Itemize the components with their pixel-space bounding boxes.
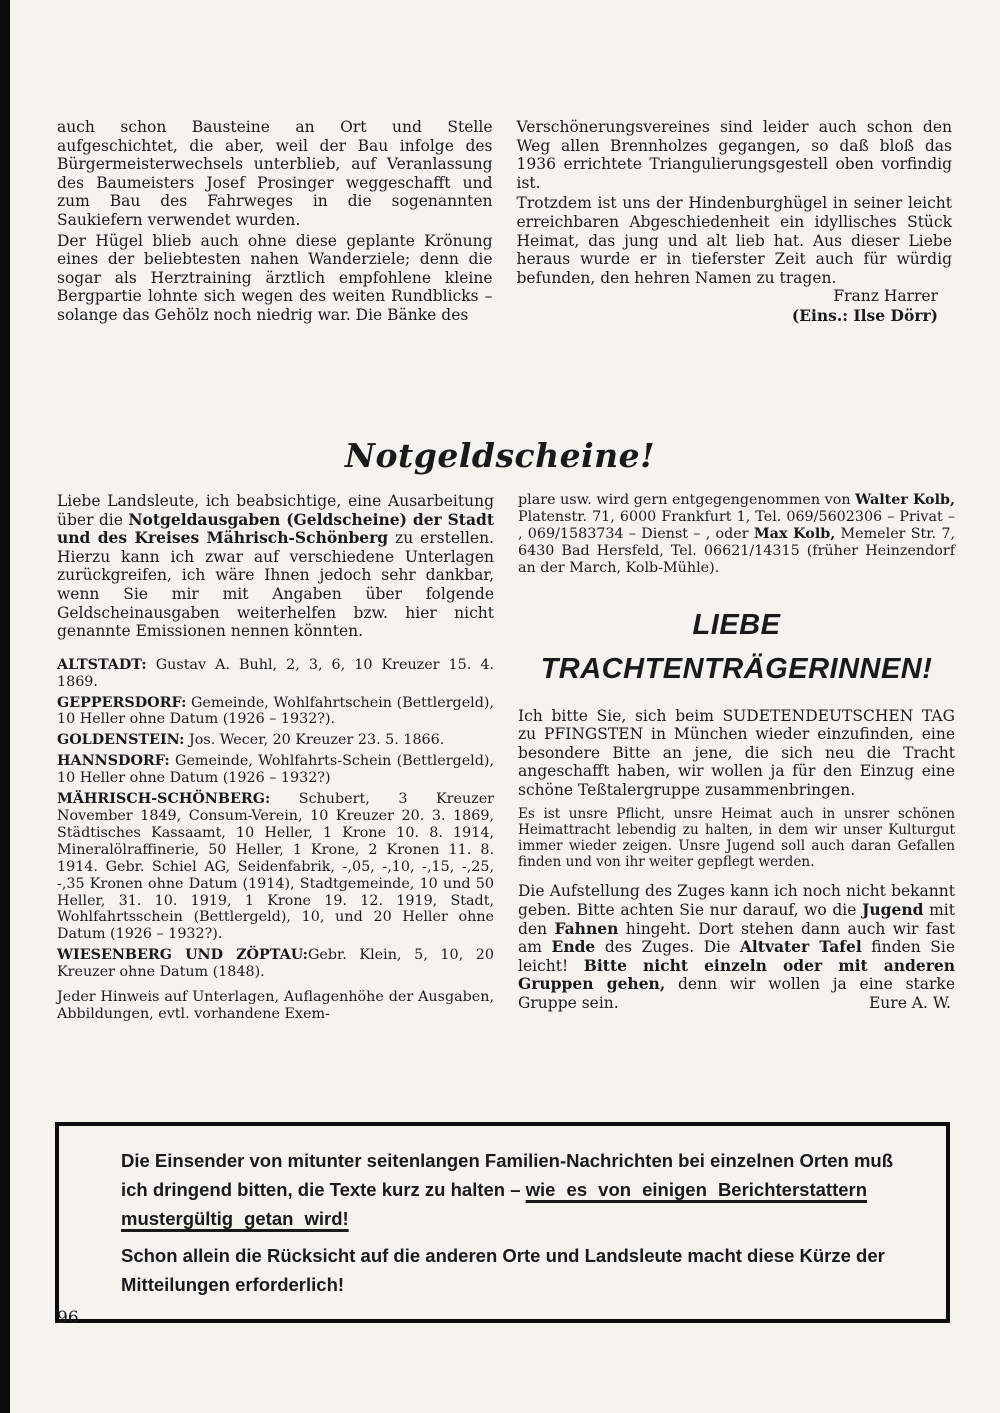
headline-line-2: TRACHTENTRÄGERINNEN!	[540, 652, 933, 685]
editor-notice-box	[55, 1122, 950, 1323]
notgeld-entry: WIESENBERG UND ZÖPTAU:Gebr. Klein, 5, 10, 20 Kreuzer ohne Datum (1848).	[57, 947, 494, 981]
tracht-signature: Eure A. W.	[868, 993, 951, 1012]
notice-paragraph: Die Einsender von mitunter seitenlangen Familien-Nachrichten bei einzelnen Orten muß ich dringend bitten, die Texte kurz zu halten – wie es von einigen Berichterstattern mustergültig getan wird!	[121, 1150, 894, 1229]
article-headline-notgeldscheine: Notgeldscheine!	[344, 436, 656, 475]
notgeld-intro-paragraph: Liebe Landsleute, ich beabsichtige, eine Ausarbeitung über die Notgeldausgaben (Geldscheine) der Stadt und des Kreises Mährisch-Schönberg zu erstellen. Hierzu kann ich zwar auf verschiedene Unterlagen zurückgreifen, ich wäre Ihnen jedoch sehr dankbar, wenn Sie mir mit Angaben über folgende Geldscheinausgaben weiterhelfen bzw. hier nicht genannte Emissionen nennen könnten.	[57, 492, 494, 641]
tracht-small-paragraph: Es ist unsre Pflicht, unsre Heimat auch in unsrer schönen Heimattracht lebendig zu halten, in dem wir unser Kulturgut immer wieder zeigen. Unsre Jugend soll auch daran Gefallen finden und von ihr weiter gepflegt werden.	[518, 805, 955, 871]
notgeld-entry: GOLDENSTEIN: Jos. Wecer, 20 Kreuzer 23. 5. 1866.	[57, 732, 445, 749]
notgeld-entry: HANNSDORF: Gemeinde, Wohlfahrts-Schein (Bettlergeld), 10 Heller ohne Datum (1926 – 1932?)	[57, 753, 494, 787]
notice-paragraph: Schon allein die Rücksicht auf die anderen Orte und Landsleute macht diese Kürze der Mitteilungen erforderlich!	[121, 1245, 885, 1295]
headline-line-1: LIEBE	[692, 608, 781, 641]
paragraph: Verschönerungsvereines sind leider auch schon den Weg allen Brennholzes gegangen, so daß bloß das 1936 errichtete Triangulierungsgestell oben vorfindig ist.	[516, 118, 952, 192]
notgeld-entry-list	[57, 657, 494, 981]
notgeld-entry: ALTSTADT: Gustav A. Buhl, 2, 3, 6, 10 Kreuzer 15. 4. 1869.	[57, 656, 494, 690]
tracht-paragraph: Ich bitte Sie, sich beim SUDETENDEUTSCHEN TAG zu PFINGSTEN in München wieder einzufinden, eine besondere Bitte an jene, die sich neu die Tracht angeschafft haben, wir wollen ja für den Einzug eine schöne Teßtalergruppe zusammenbringen.	[518, 706, 955, 799]
notgeld-closing-paragraph: Jeder Hinweis auf Unterlagen, Auflagenhöhe der Ausgaben, Abbildungen, evtl. vorhandene Exem-	[57, 989, 494, 1022]
notgeld-entry: MÄHRISCH-SCHÖNBERG: Schubert, 3 Kreuzer November 1849, Consum-Verein, 10 Kreuzer 20. 3. 1869, Städtisches Kassaamt, 10 Heller, 1 Krone 10. 8. 1914, Mineralölraffinerie, 50 Heller, 1 Krone, 2 Kronen 11. 8. 1914. Gebr. Schiel AG, Seidenfabrik, -,05, -,10, -,15, -,25, -,35 Kronen ohne Datum (1914), Stadtgemeinde, 10 und 50 Heller, 31. 10. 1919, 1 Krone 19. 12. 1919, Stadt, Wohlfahrtsschein (Bettlergeld), 10, und 20 Heller ohne Datum (1926 – 1932?).	[57, 791, 494, 943]
notgeld-left-column	[57, 492, 494, 1023]
paragraph: Trotzdem ist uns der Hindenburghügel in seiner leicht erreichbaren Abgeschiedenheit ein idyllisches Stück Heimat, das jung und alt lieb hat. Aus dieser Liebe heraus wurde er in tieferster Zeit auch für würdig befunden, den hehren Namen zu tragen.	[516, 194, 952, 287]
tracht-paragraph: Die Aufstellung des Zuges kann ich noch nicht bekannt geben. Bitte achten Sie nur darauf, wo die Jugend mit den Fahnen hingeht. Dort stehen dann auch wir fast am Ende des Zuges. Die Altvater Tafel finden Sie leicht! Bitte nicht einzeln oder mit anderen Gruppen gehen, denn wir wollen ja eine starke Gruppe sein.	[518, 882, 956, 1012]
author-signature: Franz Harrer	[833, 287, 938, 306]
top-right-column	[517, 118, 953, 325]
notgeld-contact-paragraph: plare usw. wird gern entgegengenommen von Walter Kolb, Platenstr. 71, 6000 Frankfurt 1, Tel. 069/5602306 – Privat – , 069/1583734 – Dienst – , oder Max Kolb, Memeler Str. 7, 6430 Bad Hersfeld, Tel. 06621/14315 (früher Heinzendorf an der March, Kolb-Mühle).	[518, 492, 955, 576]
top-article-section	[57, 118, 952, 325]
page-number: 96	[57, 1308, 79, 1328]
top-left-column	[57, 118, 493, 325]
scan-edge-shadow	[0, 0, 10, 1413]
submitter-credit: (Eins.: Ilse Dörr)	[791, 306, 938, 326]
paragraph: Der Hügel blieb auch ohne diese geplante Krönung eines der beliebtesten nahen Wanderziele; denn die sogar als Herztraining ärztlich empfohlene kleine Bergpartie lohnte sich wegen des weiten Rundblicks – solange das Gehölz noch niedrig war. Die Bänke des	[57, 231, 493, 324]
paragraph: auch schon Bausteine an Ort und Stelle aufgeschichtet, die aber, weil der Bau infolge des Bürgermeisterwechsels unterblieb, auf Veranlassung des Baumeisters Josef Prosinger weggeschafft und zum Bau des Fahrweges in die sogenannten Saukiefern verwendet wurden.	[57, 118, 493, 229]
article-headline-trachtentraegerinnen	[518, 603, 955, 691]
notgeld-entry: GEPPERSDORF: Gemeinde, Wohlfahrtschein (Bettlergeld), 10 Heller ohne Datum (1926 – 1932?).	[57, 694, 494, 728]
notgeld-right-column	[518, 492, 955, 1012]
